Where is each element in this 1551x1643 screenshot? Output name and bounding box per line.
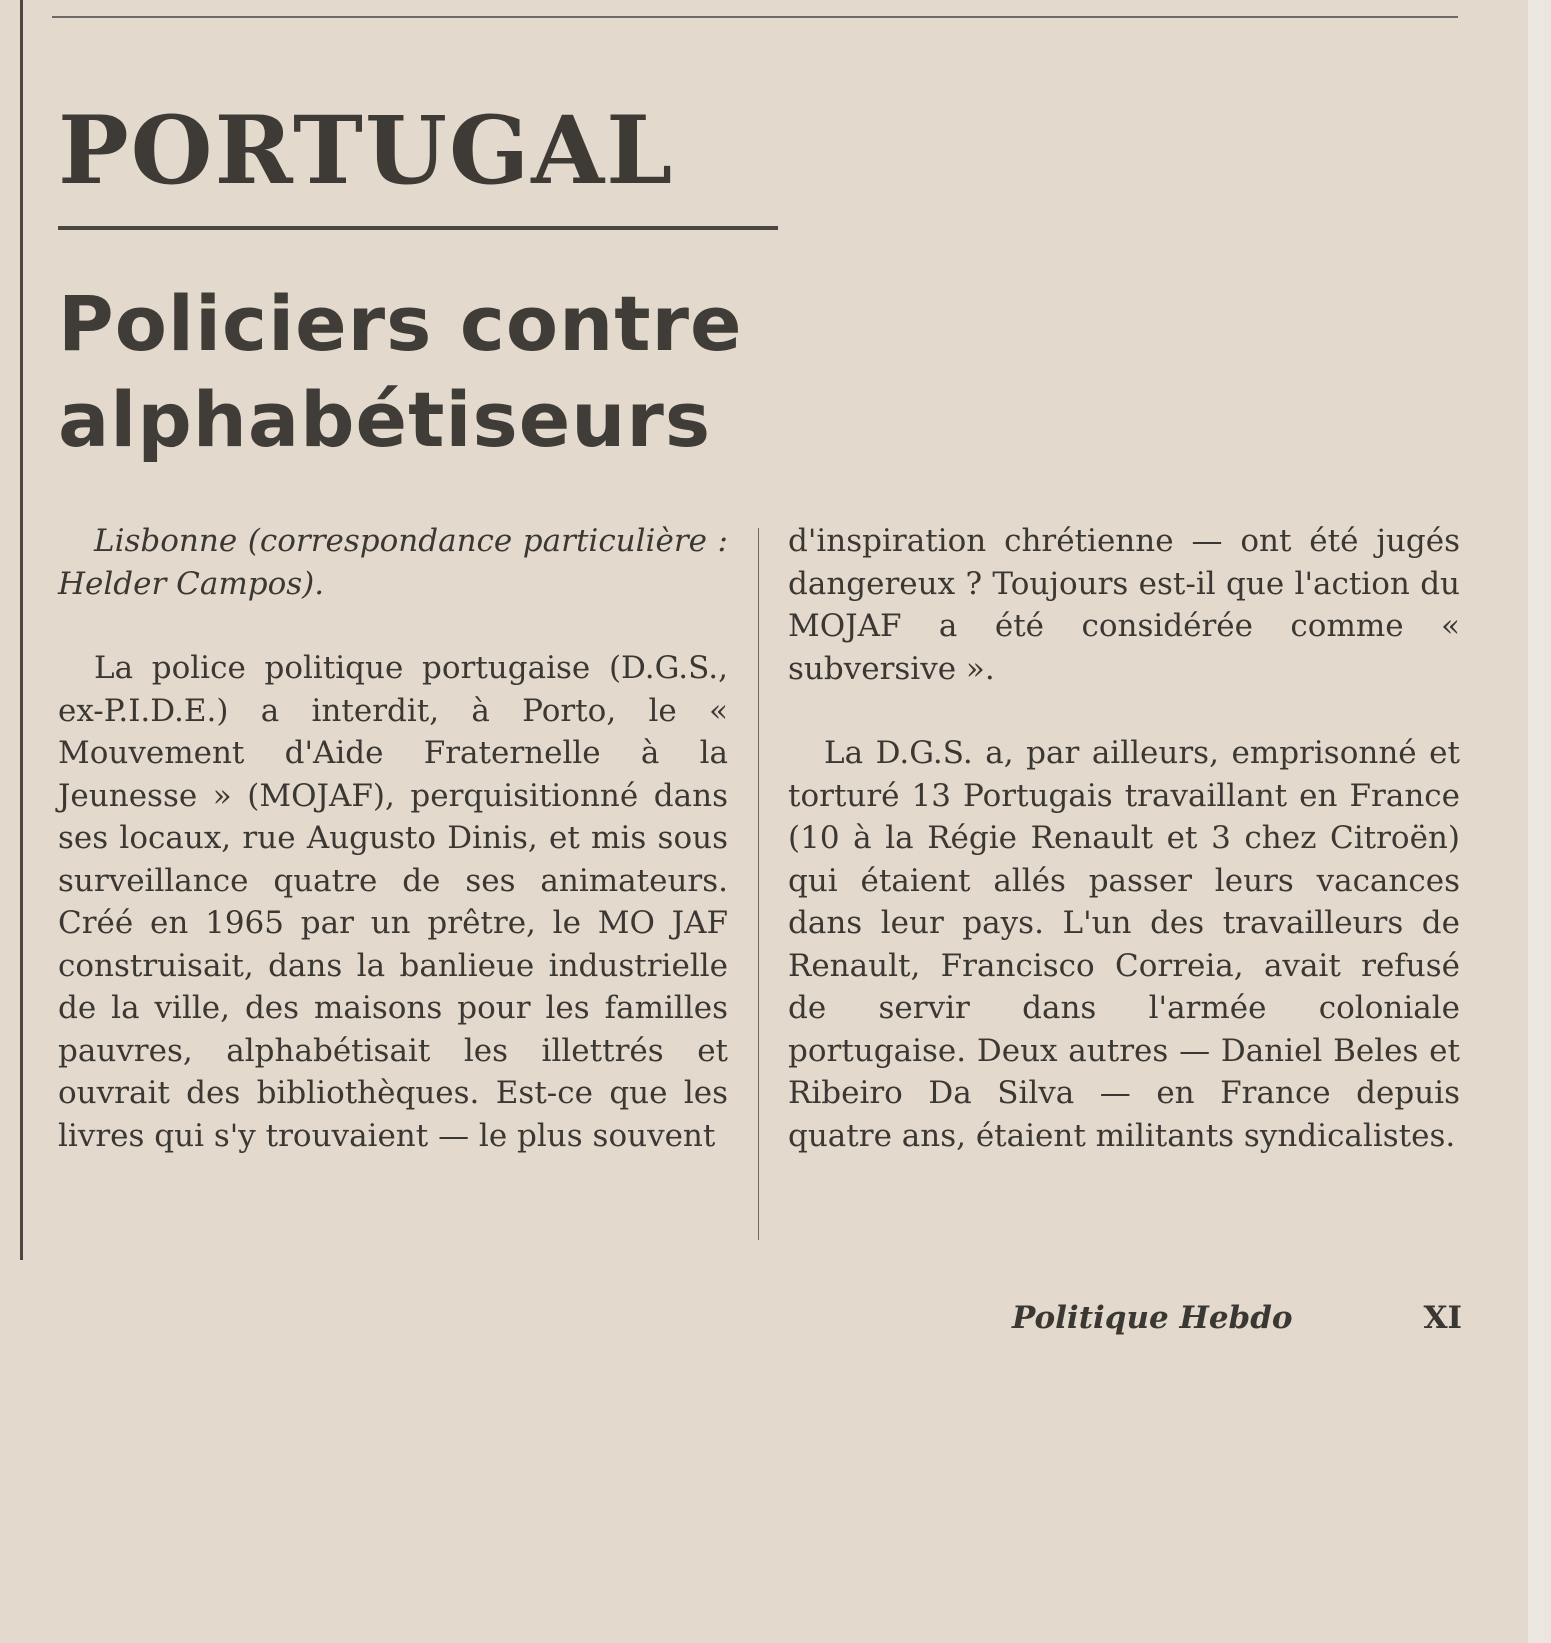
section-underline [58, 226, 778, 230]
paper-edge [1528, 0, 1551, 1643]
page-number: XI [1423, 1300, 1462, 1336]
column-divider [758, 528, 759, 1240]
article-column-left [58, 520, 728, 1157]
article-paragraph-1-continued: d'inspiration chrétienne — ont été jugés dangereux ? Toujours est-il que l'action du MOJAF a été considérée comme « subversive ». [788, 523, 1460, 687]
article-paragraph-2: La D.G.S. a, par ailleurs, emprisonné et torturé 13 Portugais travaillant en France (10 à la Régie Renault et 3 chez Citroën) qui étaient allés passer leurs vacances dans leur pays. L'un des travailleurs de Renault, Francisco Correia, avait refusé de servir dans l'armée coloniale portugaise. Deux autres — Daniel Beles et Ribeiro Da Silva — en France depuis quatre ans, étaient militants syndicalistes. [788, 735, 1460, 1154]
section-title: PORTUGAL [58, 96, 675, 206]
left-edge-rule [20, 0, 23, 1260]
footer [1012, 1300, 1462, 1336]
publication-name: Politique Hebdo [1012, 1300, 1293, 1336]
headline-line-2: alphabétiseurs [58, 375, 712, 464]
headline [58, 276, 958, 468]
article-column-right [788, 520, 1460, 1157]
article-paragraph-1: La police politique portugaise (D.G.S., ex-P.I.D.E.) a interdit, à Porto, le « Mouvement d'Aide Fraternelle à la Jeunesse » (MOJAF), perquisitionné dans ses locaux, rue Augusto Dinis, et mis sous surveillance quatre de ses animateurs. Créé en 1965 par un prêtre, le MO JAF construisait, dans la banlieue industrielle de la ville, des maisons pour les familles pauvres, alphabétisait les illettrés et ouvrait des bibliothèques. Est-ce que les livres qui s'y trouvaient — le plus souvent [58, 650, 728, 1154]
dateline: Lisbonne (correspondance particulière : Helder Campos). [58, 523, 728, 602]
headline-line-1: Policiers contre [58, 279, 743, 368]
top-rule [52, 16, 1458, 18]
